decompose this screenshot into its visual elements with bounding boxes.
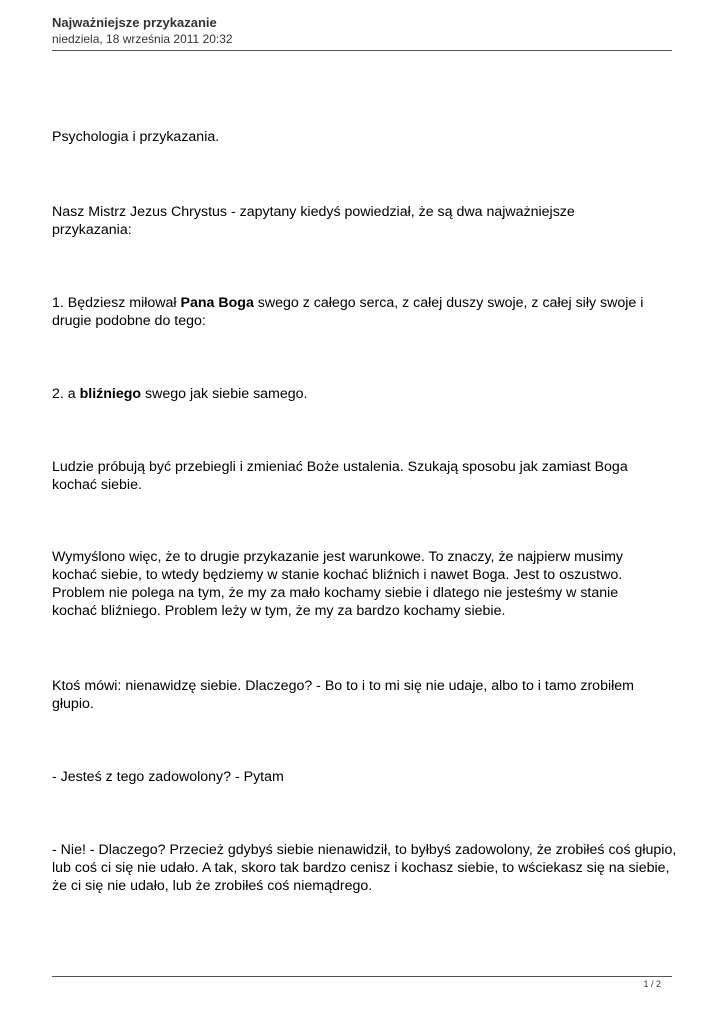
paragraph-two-commandments: Nasz Mistrz Jezus Chrystus - zapytany kiedyś powiedział, że są dwa najważniejsze przykazania: [52,204,575,238]
footer-divider [52,976,672,977]
paragraph-first-commandment [52,294,672,330]
text-segment: swego jak siebie samego. [141,386,308,402]
page-header [52,15,672,47]
paragraph-answer: - Nie! - Dlaczego? Przecież gdybyś siebie nienawidził, to byłbyś zadowolony, że zrobiłeś coś głupio, lub coś ci się nie udało. A tak, skoro tak bardzo cenisz i kochasz siebie, to wściekasz się na siebie, że ci się nie udało, lub że zrobiłeś coś niemądrego. [52,842,677,894]
text-segment: 2. a [52,386,80,402]
paragraph-question: - Jesteś z tego zadowolony? - Pytam [52,769,284,785]
article-title: Najważniejsze przykazanie [52,15,217,30]
header-divider [52,50,672,51]
page-number: 1 / 2 [643,979,661,989]
paragraph-second-commandment [52,385,677,403]
bold-text: bliźniego [79,386,142,402]
article-date: niedziela, 18 września 2011 20:32 [52,32,233,46]
bold-text: Pana Boga [180,295,254,311]
paragraph-people-try: Ludzie próbują być przebiegli i zmieniać Boże ustalenia. Szukają sposobu jak zamiast Boga kochać siebie. [52,459,628,493]
paragraph-intro: Psychologia i przykazania. [52,129,220,145]
paragraph-someone-says: Ktoś mówi: nienawidzę siebie. Dlaczego? - Bo to i to mi się nie udaje, albo to i tamo zrobiłem głupio. [52,678,634,712]
paragraph-conditional: Wymyślono więc, że to drugie przykazanie jest warunkowe. To znaczy, że najpierw musimy kochać siebie, to wtedy będziemy w stanie kochać bliźnich i nawet Boga. Jest to oszustwo. Problem nie polega na tym, że my za mało kochamy siebie i dlatego nie jesteśmy w stanie kochać bliźniego. Problem leży w tym, że my za bardzo kochamy siebie. [52,549,624,619]
text-segment: swego z całego serca, z całej duszy swoje, z całej siły swoje i drugie podobne do tego: [52,295,644,329]
text-segment: 1. Będziesz miłował [52,295,181,311]
